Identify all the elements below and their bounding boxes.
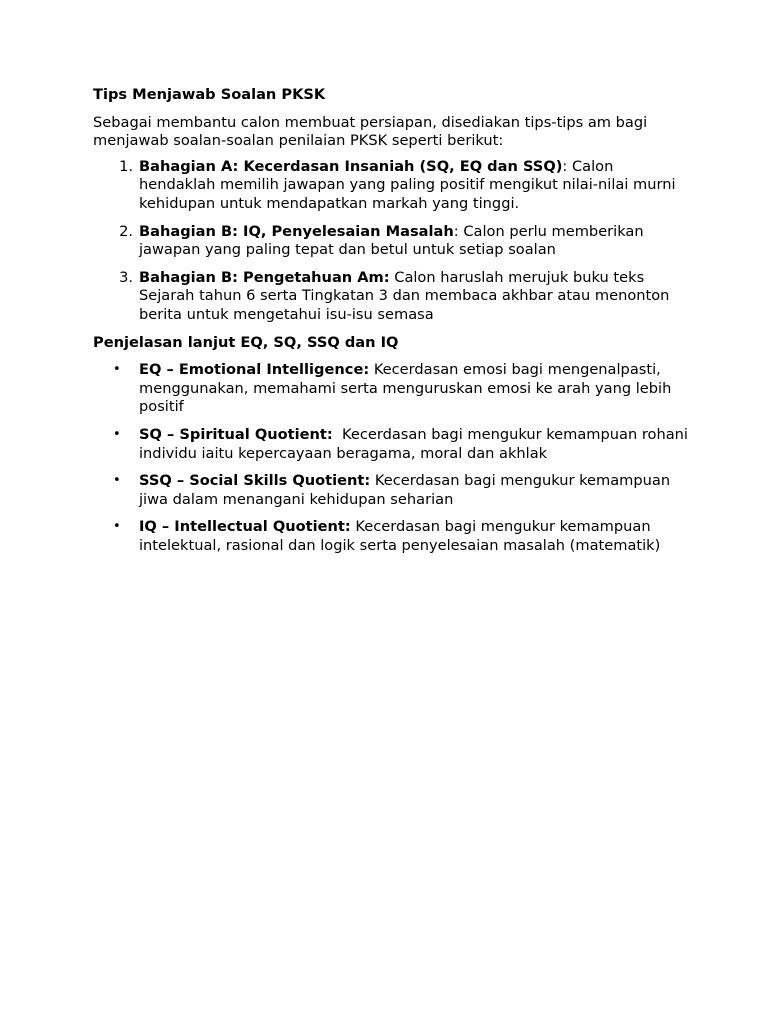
list-number: 1.: [119, 157, 133, 175]
list-item: [93, 361, 693, 417]
list-item: [93, 269, 693, 325]
list-item-term: EQ – Emotional Intelligence:: [139, 361, 370, 379]
list-item: [93, 518, 693, 555]
list-number: 2.: [119, 222, 133, 240]
list-item-text: Kecerdasan emosi bagi mengenalpasti, menggunakan, memahami serta menguruskan emosi ke arah yang lebih positif: [139, 361, 672, 416]
list-item-term: Bahagian A: Kecerdasan Insaniah (SQ, EQ dan SSQ): [139, 157, 563, 175]
document-page: [93, 86, 693, 564]
intro-paragraph: Sebagai membantu calon membuat persiapan, disediakan tips-tips am bagi menjawab soalan-soalan penilaian PKSK seperti berikut:: [93, 113, 648, 150]
list-item: [93, 158, 693, 214]
list-item: [93, 426, 693, 463]
bullet-list: [93, 361, 693, 555]
list-item-text: Kecerdasan bagi mengukur kemampuan rohani individu iaitu kepercayaan beragama, moral dan akhlak: [139, 425, 693, 462]
list-item: [93, 472, 693, 509]
document-title: Tips Menjawab Soalan PKSK: [93, 86, 326, 103]
bullet-icon: •: [113, 473, 121, 489]
list-item-term: Bahagian B: Pengetahuan Am:: [139, 268, 390, 286]
list-item-text: Kecerdasan bagi mengukur kemampuan jiwa dalam menangani kehidupan seharian: [139, 472, 671, 508]
list-number: 3.: [119, 268, 133, 286]
list-item-term: IQ – Intellectual Quotient:: [139, 518, 351, 536]
bullet-icon: •: [113, 362, 121, 378]
bullet-icon: •: [113, 519, 121, 535]
list-item-term: SSQ – Social Skills Quotient:: [139, 472, 371, 490]
list-item-term: SQ – Spiritual Quotient:: [139, 425, 333, 443]
list-item-text: : Calon hendaklah memilih jawapan yang paling positif mengikut nilai-nilai murni kehidupan untuk mendapatkan markah yang tinggi.: [139, 157, 676, 212]
numbered-list: [93, 158, 693, 325]
list-item: [93, 223, 693, 260]
list-item-text: : Calon perlu memberikan jawapan yang paling tepat dan betul untuk setiap soalan: [139, 222, 644, 259]
bullet-icon: •: [113, 426, 121, 442]
list-item-text: Calon haruslah merujuk buku teks Sejarah tahun 6 serta Tingkatan 3 dan membaca akhbar atau menonton berita untuk mengetahui isu-isu semasa: [139, 268, 670, 323]
list-item-term: Bahagian B: IQ, Penyelesaian Masalah: [139, 222, 454, 240]
section-subheading: Penjelasan lanjut EQ, SQ, SSQ dan IQ: [93, 333, 399, 351]
list-item-text: Kecerdasan bagi mengukur kemampuan intelektual, rasional dan logik serta penyelesaian masalah (matematik): [139, 518, 661, 554]
